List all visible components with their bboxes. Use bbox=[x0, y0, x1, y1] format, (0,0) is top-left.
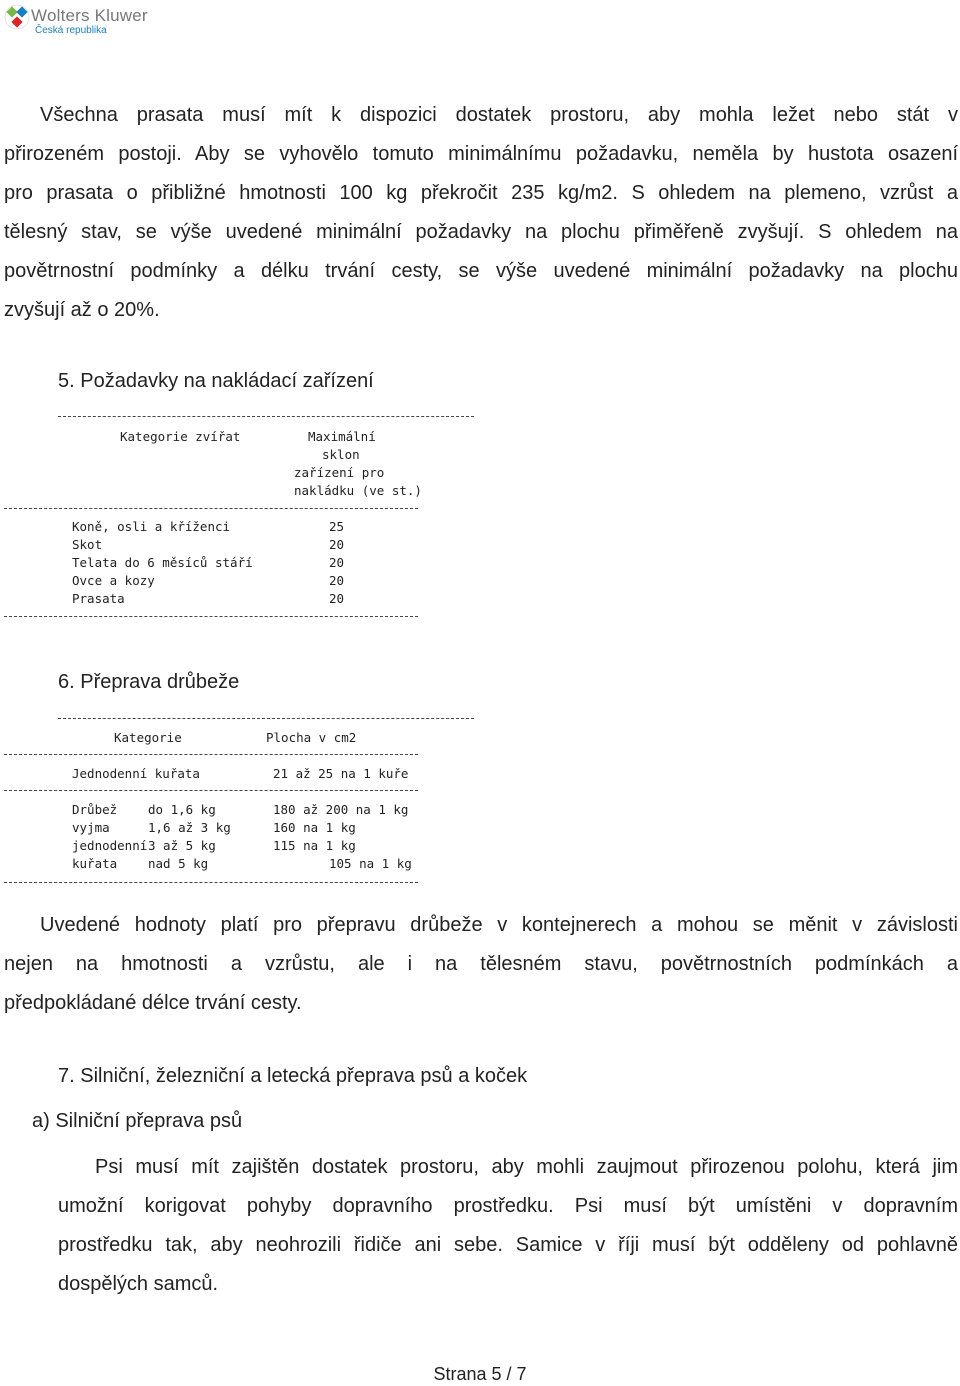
table-cell-category: Ovce a kozy bbox=[72, 573, 155, 588]
table-cell-value: 105 na 1 kg bbox=[329, 856, 412, 871]
table-cell-weight: 1,6 až 3 kg bbox=[148, 820, 231, 835]
dogs-paragraph bbox=[58, 1148, 958, 1304]
paragraph-line: tělesný stav, se výše uvedené minimální požadavky na plochu přiměřeně zvyšují. S ohledem na bbox=[4, 221, 958, 243]
table-divider bbox=[58, 416, 474, 417]
paragraph-line: dospělých samců. bbox=[58, 1273, 219, 1295]
column-header-max-line4: nakládku (ve st.) bbox=[294, 483, 422, 498]
paragraph-line: povětrnostní podmínky a délku trvání cesty, se výše uvedené minimální požadavky na plochu bbox=[4, 260, 958, 282]
paragraph-line: Uvedené hodnoty platí pro přepravu drůbeže v kontejnerech a mohou se měnit v závislosti bbox=[40, 914, 958, 936]
column-header-area: Plocha v cm2 bbox=[266, 730, 357, 745]
paragraph-line: Psi musí mít zajištěn dostatek prostoru, aby mohli zaujmout přirozenou polohu, která jim bbox=[95, 1156, 958, 1178]
section-6-heading: 6. Přeprava drůbeže bbox=[58, 671, 240, 693]
table-cell-weight: nad 5 kg bbox=[148, 856, 209, 871]
paragraph-line: nejen na hmotnosti a vzrůstu, ale i na tělesném stavu, povětrnostních podmínkách a bbox=[4, 953, 958, 975]
table-cell-category: Telata do 6 měsíců stáří bbox=[72, 555, 253, 570]
column-header-max-line2: sklon bbox=[322, 447, 360, 462]
table-cell-category: jednodenní bbox=[72, 838, 148, 853]
paragraph-line: předpokládané délce trvání cesty. bbox=[4, 992, 302, 1014]
table-cell-weight: do 1,6 kg bbox=[148, 802, 216, 817]
table-divider bbox=[4, 882, 418, 883]
table-cell-category: kuřata bbox=[72, 856, 118, 871]
logo-name: Wolters Kluwer bbox=[31, 6, 148, 25]
publisher-logo bbox=[4, 4, 164, 38]
paragraph-line: umožní korigovat pohyby dopravního prostředku. Psi musí být umístěni v dopravním bbox=[58, 1195, 958, 1217]
column-header-category: Kategorie bbox=[114, 730, 182, 745]
table-divider bbox=[4, 790, 418, 791]
column-header-max-line1: Maximální bbox=[308, 429, 376, 444]
section-7-heading: 7. Silniční, železniční a letecká přeprava psů a koček bbox=[58, 1065, 528, 1087]
table-cell-value: 115 na 1 kg bbox=[273, 838, 356, 853]
table-cell-value: 20 bbox=[329, 537, 345, 552]
table-divider bbox=[58, 718, 474, 719]
table-cell-value: 20 bbox=[329, 573, 345, 588]
table-cell-category: Skot bbox=[72, 537, 103, 552]
paragraph-line: přirozeném postoji. Aby se vyhovělo tomuto minimálnímu požadavku, neměla by hustota osazení bbox=[4, 143, 958, 165]
column-header-category: Kategorie zvířat bbox=[120, 429, 241, 444]
page-number: Strana 5 / 7 bbox=[433, 1364, 527, 1384]
table-cell-category: Prasata bbox=[72, 591, 125, 606]
table-cell-value: 21 až 25 na 1 kuře bbox=[273, 766, 409, 781]
paragraph-line: Všechna prasata musí mít k dispozici dostatek prostoru, aby mohla ležet nebo stát v bbox=[40, 104, 958, 126]
paragraph-line: zvyšují až o 20%. bbox=[4, 299, 160, 321]
logo-subtitle: Česká republika bbox=[35, 25, 107, 36]
section-5-heading: 5. Požadavky na nakládací zařízení bbox=[58, 370, 374, 392]
wolters-kluwer-logo-icon bbox=[4, 4, 30, 30]
paragraph-line: pro prasata o přibližné hmotnosti 100 kg překročit 235 kg/m2. S ohledem na plemeno, vzrůst a bbox=[4, 182, 958, 204]
table-divider bbox=[4, 616, 418, 617]
table-cell-category: Koně, osli a kříženci bbox=[72, 519, 231, 534]
table-cell-category: Jednodenní kuřata bbox=[72, 766, 200, 781]
table-cell-value: 20 bbox=[329, 591, 345, 606]
table-cell-weight: 3 až 5 kg bbox=[148, 838, 216, 853]
column-header-max-line3: zařízení pro bbox=[294, 465, 385, 480]
note-paragraph bbox=[4, 906, 958, 1023]
table-cell-value: 20 bbox=[329, 555, 345, 570]
table-cell-category: vyjma bbox=[72, 820, 110, 835]
table-cell-value: 25 bbox=[329, 519, 345, 534]
table-cell-category: Drůbež bbox=[72, 802, 118, 817]
table-cell-value: 180 až 200 na 1 kg bbox=[273, 802, 409, 817]
table-divider bbox=[4, 508, 418, 509]
table-divider bbox=[4, 754, 418, 755]
paragraph-line: prostředku tak, aby neohrozili řidiče ani sebe. Samice v říji musí být odděleny od pohlavně bbox=[58, 1234, 958, 1256]
intro-paragraph bbox=[4, 96, 958, 330]
section-7a-subheading: a) Silniční přeprava psů bbox=[32, 1110, 243, 1132]
table-cell-value: 160 na 1 kg bbox=[273, 820, 356, 835]
